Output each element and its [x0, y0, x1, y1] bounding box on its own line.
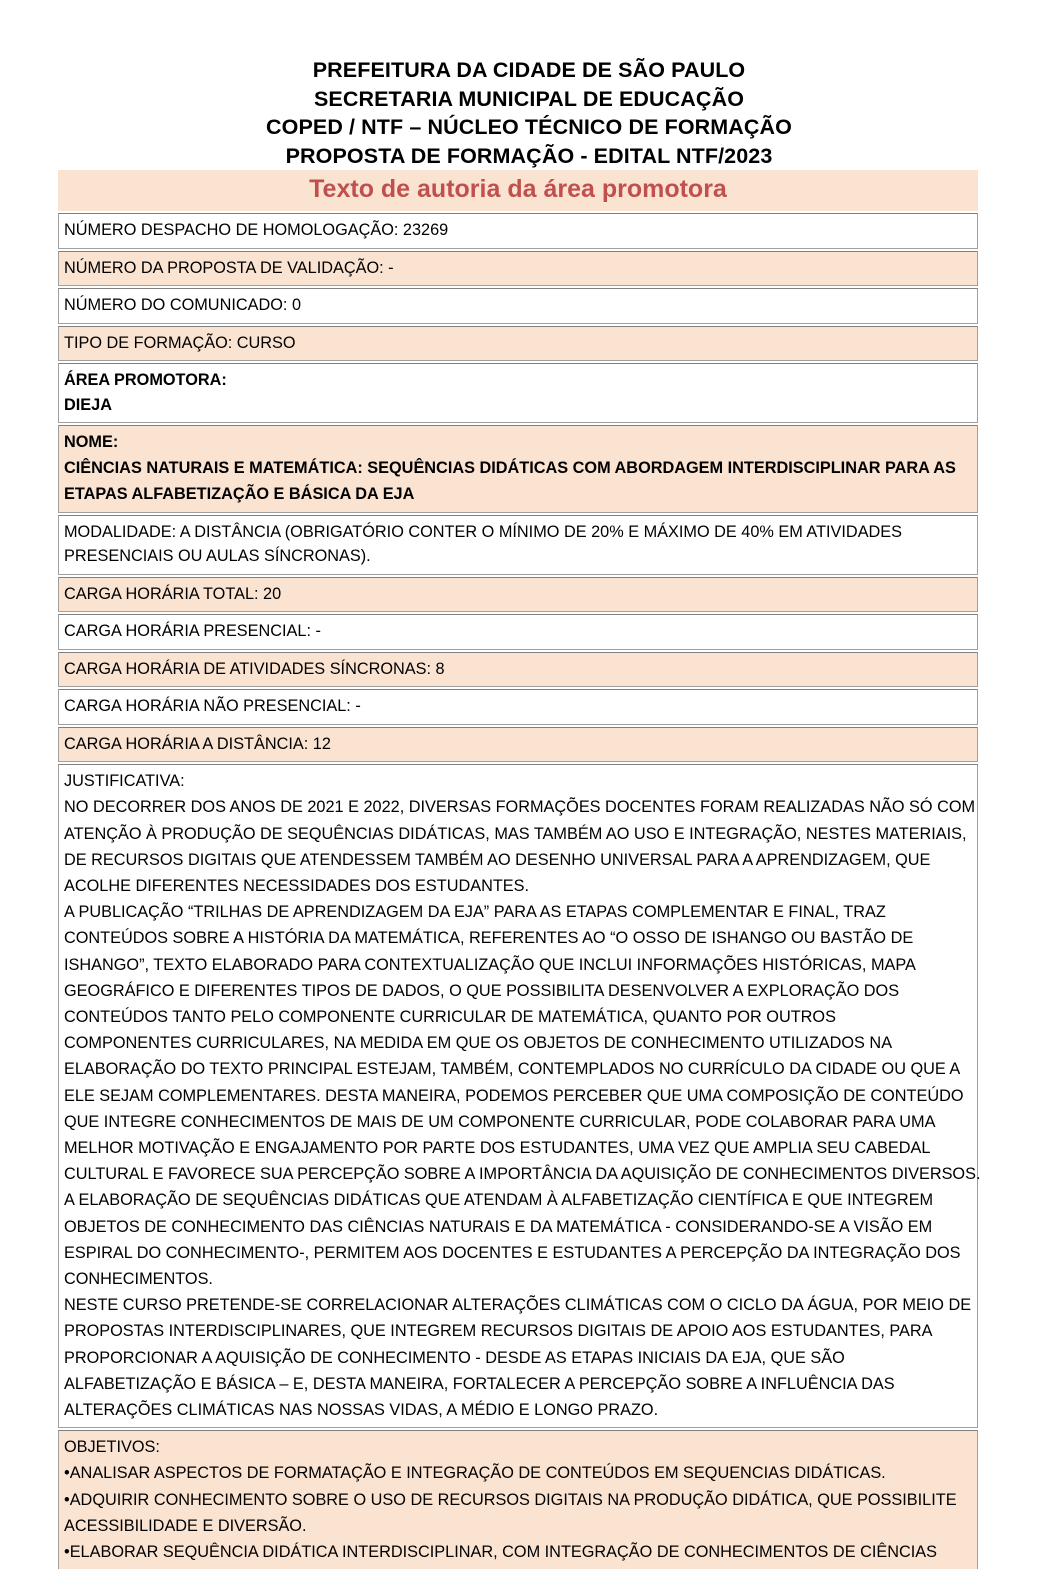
form-row-justificativa-line-15: MELHOR MOTIVAÇÃO E ENGAJAMENTO POR PARTE DOS ESTUDANTES, UMA VEZ QUE AMPLIA SEU CABEDAL [64, 1138, 931, 1157]
form-rows-container [0, 213, 1058, 1569]
form-row-nome [58, 425, 978, 513]
form-row-carga-horaria-total [58, 577, 978, 613]
form-row-carga-horaria-nao-presencial-line-1: CARGA HORÁRIA NÃO PRESENCIAL: - [64, 697, 361, 716]
form-row-tipo-de-formacao [58, 326, 978, 362]
form-row-objetivos-line-4: ACESSIBILIDADE E DIVERSÃO. [64, 1516, 307, 1535]
form-row-justificativa-line-9: GEOGRÁFICO E DIFERENTES TIPOS DE DADOS, O QUE POSSIBILITA DESENVOLVER A EXPLORAÇÃO DOS [64, 981, 900, 1000]
form-row-modalidade [58, 515, 978, 575]
form-row-carga-horaria-a-distancia [58, 727, 978, 763]
form-row-justificativa-line-4: DE RECURSOS DIGITAIS QUE ATENDESSEM TAMBÉM AO DESENHO UNIVERSAL PARA A APRENDIZAGEM, QUE [64, 850, 931, 869]
form-row-area-promotora [58, 363, 978, 423]
form-row-justificativa-line-7: CONTEÚDOS SOBRE A HISTÓRIA DA MATEMÁTICA, REFERENTES AO “O OSSO DE ISHANGO OU BASTÃO DE [64, 929, 914, 948]
masthead-line-4: PROPOSTA DE FORMAÇÃO - EDITAL NTF/2023 [285, 143, 773, 168]
form-row-carga-horaria-a-distancia-line-1: CARGA HORÁRIA A DISTÂNCIA: 12 [64, 734, 331, 753]
form-row-justificativa [58, 764, 981, 1428]
form-row-numero-despacho-homologacao [58, 213, 978, 249]
form-row-justificativa-line-25: ALTERAÇÕES CLIMÁTICAS NAS NOSSAS VIDAS, A MÉDIO E LONGO PRAZO. [64, 1400, 659, 1419]
form-row-nome-line-3: ETAPAS ALFABETIZAÇÃO E BÁSICA DA EJA [64, 485, 415, 504]
form-row-numero-proposta-validacao-line-1: NÚMERO DA PROPOSTA DE VALIDAÇÃO: - [64, 258, 394, 277]
form-row-justificativa-line-19: ESPIRAL DO CONHECIMENTO-, PERMITEM AOS DOCENTES E ESTUDANTES A PERCEPÇÃO DA INTEGRAÇÃO DOS [64, 1243, 961, 1262]
form-row-nome-line-1: NOME: [64, 433, 119, 451]
form-row-carga-horaria-total-line-1: CARGA HORÁRIA TOTAL: 20 [64, 584, 282, 603]
document-masthead [0, 0, 1058, 170]
form-row-justificativa-line-22: PROPOSTAS INTERDISCIPLINARES, QUE INTEGREM RECURSOS DIGITAIS DE APOIO AOS ESTUDANTES, PARA [64, 1322, 933, 1341]
form-row-justificativa-line-24: ALFABETIZAÇÃO E BÁSICA – E, DESTA MANEIRA, FORTALECER A PERCEPÇÃO SOBRE A INFLUÊNCIA DAS [64, 1374, 895, 1393]
form-row-justificativa-line-12: ELABORAÇÃO DO TEXTO PRINCIPAL ESTEJAM, TAMBÉM, CONTEMPLADOS NO CURRÍCULO DA CIDADE OU QUE A [64, 1060, 961, 1079]
form-row-justificativa-line-3: ATENÇÃO À PRODUÇÃO DE SEQUÊNCIAS DIDÁTICAS, MAS TAMBÉM AO USO E INTEGRAÇÃO, NESTES MATERIAIS, [64, 824, 967, 843]
form-row-objetivos-line-5: •ELABORAR SEQUÊNCIA DIDÁTICA INTERDISCIPLINAR, COM INTEGRAÇÃO DE CONHECIMENTOS DE CIÊNCIAS [64, 1543, 937, 1561]
form-row-justificativa-line-17: A ELABORAÇÃO DE SEQUÊNCIAS DIDÁTICAS QUE ATENDAM À ALFABETIZAÇÃO CIENTÍFICA E QUE INTEGREM [64, 1191, 934, 1210]
masthead-line-1: PREFEITURA DA CIDADE DE SÃO PAULO [312, 58, 746, 82]
form-row-numero-despacho-homologacao-line-1: NÚMERO DESPACHO DE HOMOLOGAÇÃO: 23269 [64, 221, 449, 239]
form-row-objetivos [58, 1430, 978, 1569]
form-row-area-promotora-line-2: DIEJA [64, 395, 112, 414]
form-row-justificativa-line-13: ELE SEJAM COMPLEMENTARES. DESTA MANEIRA, PODEMOS PERCEBER QUE UMA COMPOSIÇÃO DE CONTEÚDO [64, 1086, 964, 1105]
form-row-modalidade-line-2: PRESENCIAIS OU AULAS SÍNCRONAS). [64, 547, 371, 566]
form-row-carga-horaria-presencial [58, 614, 978, 650]
form-row-area-promotora-line-1: ÁREA PROMOTORA: [64, 371, 227, 389]
form-row-justificativa-line-6: A PUBLICAÇÃO “TRILHAS DE APRENDIZAGEM DA EJA” PARA AS ETAPAS COMPLEMENTAR E FINAL, TRAZ [64, 903, 886, 922]
form-row-justificativa-line-10: CONTEÚDOS TANTO PELO COMPONENTE CURRICULAR DE MATEMÁTICA, QUANTO POR OUTROS [64, 1007, 836, 1026]
form-row-objetivos-line-3: •ADQUIRIR CONHECIMENTO SOBRE O USO DE RECURSOS DIGITAIS NA PRODUÇÃO DIDÁTICA, QUE POSSIBILITE [64, 1490, 957, 1509]
form-row-tipo-de-formacao-line-1: TIPO DE FORMAÇÃO: CURSO [64, 333, 296, 352]
masthead-line-2: SECRETARIA MUNICIPAL DE EDUCAÇÃO [313, 86, 745, 111]
form-row-nome-line-2: CIÊNCIAS NATURAIS E MATEMÁTICA: SEQUÊNCIAS DIDÁTICAS COM ABORDAGEM INTERDISCIPLINAR PARA AS [64, 459, 956, 478]
form-row-carga-horaria-atividades-sincronas-line-1: CARGA HORÁRIA DE ATIVIDADES SÍNCRONAS: 8 [64, 659, 445, 678]
form-row-justificativa-line-2: NO DECORRER DOS ANOS DE 2021 E 2022, DIVERSAS FORMAÇÕES DOCENTES FORAM REALIZADAS NÃO SÓ COM [64, 798, 976, 817]
form-row-justificativa-line-14: QUE INTEGRE CONHECIMENTOS DE MAIS DE UM COMPONENTE CURRICULAR, PODE COLABORAR PARA UMA [64, 1112, 936, 1131]
authorship-banner-text: Texto de autoria da área promotora [309, 175, 727, 203]
form-row-justificativa-line-5: ACOLHE DIFERENTES NECESSIDADES DOS ESTUDANTES. [64, 876, 530, 895]
form-row-objetivos-line-2: •ANALISAR ASPECTOS DE FORMATAÇÃO E INTEGRAÇÃO DE CONTEÚDOS EM SEQUENCIAS DIDÁTICAS. [64, 1464, 886, 1483]
form-row-carga-horaria-nao-presencial [58, 689, 978, 725]
form-row-carga-horaria-presencial-line-1: CARGA HORÁRIA PRESENCIAL: - [64, 622, 321, 641]
form-row-justificativa-line-11: COMPONENTES CURRICULARES, NA MEDIDA EM QUE OS OBJETOS DE CONHECIMENTO UTILIZADOS NA [64, 1034, 893, 1053]
form-row-numero-comunicado-line-1: NÚMERO DO COMUNICADO: 0 [64, 296, 301, 314]
form-row-justificativa-line-18: OBJETOS DE CONHECIMENTO DAS CIÊNCIAS NATURAIS E DA MATEMÁTICA - CONSIDERANDO-SE A VISÃO EM [64, 1217, 933, 1236]
form-row-modalidade-line-1: MODALIDADE: A DISTÂNCIA (OBRIGATÓRIO CONTER O MÍNIMO DE 20% E MÁXIMO DE 40% EM ATIVIDADES [64, 522, 903, 541]
form-row-justificativa-line-16: CULTURAL E FAVORECE SUA PERCEPÇÃO SOBRE A IMPORTÂNCIA DA AQUISIÇÃO DE CONHECIMENTOS DIVERSOS. [64, 1165, 981, 1184]
form-row-justificativa-line-1: JUSTIFICATIVA: [64, 772, 185, 791]
form-row-numero-proposta-validacao [58, 251, 978, 287]
form-row-numero-comunicado [58, 288, 978, 324]
form-row-justificativa-line-23: PROPORCIONAR A AQUISIÇÃO DE CONHECIMENTO - DESDE AS ETAPAS INICIAIS DA EJA, QUE SÃO [64, 1348, 845, 1367]
form-row-carga-horaria-atividades-sincronas [58, 652, 978, 688]
form-row-justificativa-line-8: ISHANGO”, TEXTO ELABORADO PARA CONTEXTUALIZAÇÃO QUE INCLUI INFORMAÇÕES HISTÓRICAS, MAPA [64, 955, 916, 974]
masthead-line-3: COPED / NTF – NÚCLEO TÉCNICO DE FORMAÇÃO [266, 115, 792, 139]
form-row-objetivos-line-1: OBJETIVOS: [64, 1438, 160, 1457]
form-row-justificativa-line-20: CONHECIMENTOS. [64, 1269, 213, 1288]
authorship-banner [58, 170, 978, 211]
form-row-justificativa-line-21: NESTE CURSO PRETENDE-SE CORRELACIONAR ALTERAÇÕES CLIMÁTICAS COM O CICLO DA ÁGUA, POR MEIO DE [64, 1296, 972, 1315]
